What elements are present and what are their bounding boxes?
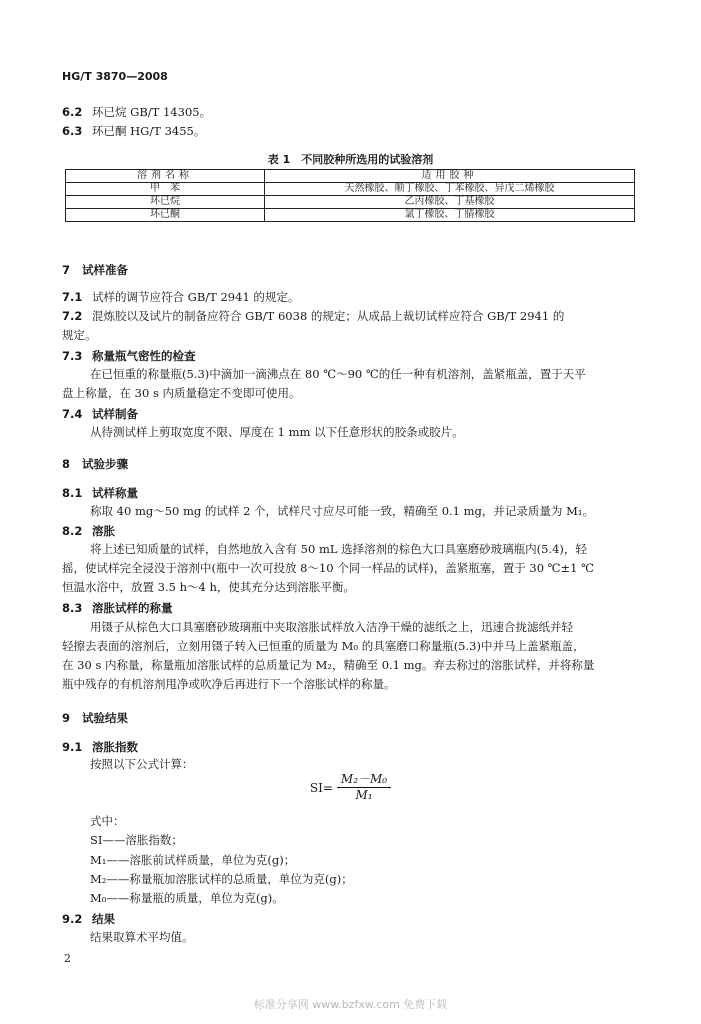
section-number: 8: [62, 457, 71, 471]
clause-7-4-heading: [62, 406, 138, 422]
table-title: 表 1 不同胶种所选用的试验溶剂: [267, 153, 434, 166]
clause-7-3-heading: [62, 348, 196, 364]
formula-where: 式中：: [90, 814, 125, 828]
section-title: 试验步骤: [82, 457, 128, 471]
formula-definition: M₁——溶胀前试样质量，单位为克(g)；: [90, 853, 296, 867]
item-number: 6.2: [62, 105, 83, 119]
table-header-rubber: 适用胶种: [265, 170, 635, 183]
clause-text: 混炼胶以及试片的制备应符合 GB/T 6038 的规定；从成品上裁切试样应符合 GB/T 2941 的: [92, 309, 565, 323]
table-row: [66, 209, 635, 222]
table-cell: 甲 苯: [66, 183, 265, 196]
paragraph-line: 用镊子从棕色大口具塞磨砂玻璃瓶中夹取溶胀试样放入洁净干燥的滤纸之上，迅速合拢滤纸并轻: [90, 620, 573, 634]
section-7-heading: [62, 262, 128, 278]
clause-title: 溶胀试样的称量: [92, 601, 173, 615]
formula-definition: M₀——称量瓶的质量，单位为克(g)。: [90, 891, 284, 905]
item-6-3: [62, 124, 205, 139]
clause-number: 9.2: [62, 912, 83, 926]
clause-8-1-heading: [62, 485, 138, 501]
table-header-solvent: 溶剂名称: [66, 170, 265, 183]
clause-title: 结果: [92, 912, 115, 926]
formula-definition: M₂——称量瓶加溶胀试样的总质量，单位为克(g)；: [90, 872, 353, 886]
clause-title: 称量瓶气密性的检查: [92, 349, 196, 363]
item-text: 环已酮 HG/T 3455。: [92, 124, 206, 138]
item-number: 6.3: [62, 124, 83, 138]
paragraph-line: 在 30 s 内称量，称量瓶加溶胀试样的总质量记为 M₂，精确至 0.1 mg。弃去称过的溶胀试样，并将称量: [62, 658, 595, 672]
formula-lhs: SI=: [309, 780, 333, 795]
clause-8-3-heading: [62, 600, 173, 616]
clause-number: 7.2: [62, 309, 83, 323]
clause-title: 试样制备: [92, 407, 138, 421]
clause-number: 7.1: [62, 290, 83, 304]
paragraph-line: 将上述已知质量的试样，自然地放入含有 50 mL 选择溶剂的棕色大口具塞磨砂玻璃瓶内(5.4)，轻: [90, 542, 587, 556]
table-cell: 氯丁橡胶、丁腈橡胶: [265, 209, 635, 222]
section-8-heading: [62, 456, 128, 472]
paragraph-line: 摇，使试样完全浸没于溶剂中(瓶中一次可投放 8～10 个同一样品的试样)，盖紧瓶塞，置于 30 ℃±1 ℃: [62, 561, 595, 575]
solvent-table: [65, 169, 635, 222]
table-cell: 天然橡胶、顺丁橡胶、丁苯橡胶、异戊二烯橡胶: [265, 183, 635, 196]
table-row: [66, 196, 635, 209]
paragraph-line: 盘上称量，在 30 s 内质量稳定不变即可使用。: [62, 386, 301, 400]
clause-title: 溶胀指数: [92, 740, 138, 754]
table-row: [66, 183, 635, 196]
clause-7-2-cont: 规定。: [62, 328, 97, 342]
clause-number: 8.1: [62, 486, 83, 500]
clause-title: 溶胀: [92, 524, 115, 538]
clause-title: 试样称量: [92, 486, 138, 500]
clause-number: 7.3: [62, 349, 83, 363]
paragraph-line: 从待测试样上剪取宽度不限、厚度在 1 mm 以下任意形状的胶条或胶片。: [90, 425, 464, 439]
page-number: 2: [64, 952, 71, 965]
clause-7-2: [62, 309, 564, 324]
table-header-row: [66, 170, 635, 183]
paragraph-line: 按照以下公式计算：: [90, 757, 194, 771]
formula-numerator: M₂－M₀: [337, 772, 391, 788]
paragraph-line: 恒温水浴中，放置 3.5 h～4 h，使其充分达到溶胀平衡。: [62, 580, 355, 594]
paragraph-line: 称取 40 mg～50 mg 的试样 2 个，试样尺寸应尽可能一致，精确至 0.1 mg，并记录质量为 M₁。: [90, 504, 594, 518]
formula-definition: SI——溶胀指数；: [90, 833, 183, 847]
clause-8-2-heading: [62, 523, 115, 539]
section-title: 试验结果: [82, 711, 128, 725]
clause-text: 试样的调节应符合 GB/T 2941 的规定。: [92, 290, 300, 304]
item-6-2: [62, 105, 211, 120]
swelling-index-formula: [0, 772, 701, 803]
clause-9-2-heading: [62, 911, 115, 927]
paragraph-line: 在已恒重的称量瓶(5.3)中滴加一滴沸点在 80 ℃～90 ℃的任一种有机溶剂，盖紧瓶盖，置于天平: [90, 367, 586, 381]
clause-number: 7.4: [62, 407, 83, 421]
clause-number: 9.1: [62, 740, 83, 754]
formula-denominator: M₁: [355, 788, 373, 802]
paragraph-line: 轻擦去表面的溶剂后，立刻用镊子转入已恒重的质量为 M₀ 的具塞磨口称量瓶(5.3)中并马上盖紧瓶盖，: [62, 639, 585, 653]
paragraph-line: 结果取算术平均值。: [90, 930, 194, 944]
table-cell: 环已酮: [66, 209, 265, 222]
paragraph-line: 瓶中残存的有机溶剂甩净或吹净后再进行下一个溶胀试样的称量。: [62, 677, 396, 691]
clause-number: 8.2: [62, 524, 83, 538]
clause-9-1-heading: [62, 739, 138, 755]
clause-7-1: [62, 290, 299, 305]
section-number: 9: [62, 711, 71, 725]
item-text: 环已烷 GB/T 14305。: [92, 105, 212, 119]
clause-number: 8.3: [62, 601, 83, 615]
document-code: HG/T 3870—2008: [62, 70, 168, 83]
formula-fraction: [337, 772, 391, 803]
table-cell: 环已烷: [66, 196, 265, 209]
section-title: 试样准备: [82, 263, 128, 277]
table-cell: 乙丙橡胶、丁基橡胶: [265, 196, 635, 209]
section-number: 7: [62, 263, 71, 277]
watermark: 标准分享网 www.bzfxw.com 免费下载: [253, 998, 448, 1011]
section-9-heading: [62, 710, 128, 726]
